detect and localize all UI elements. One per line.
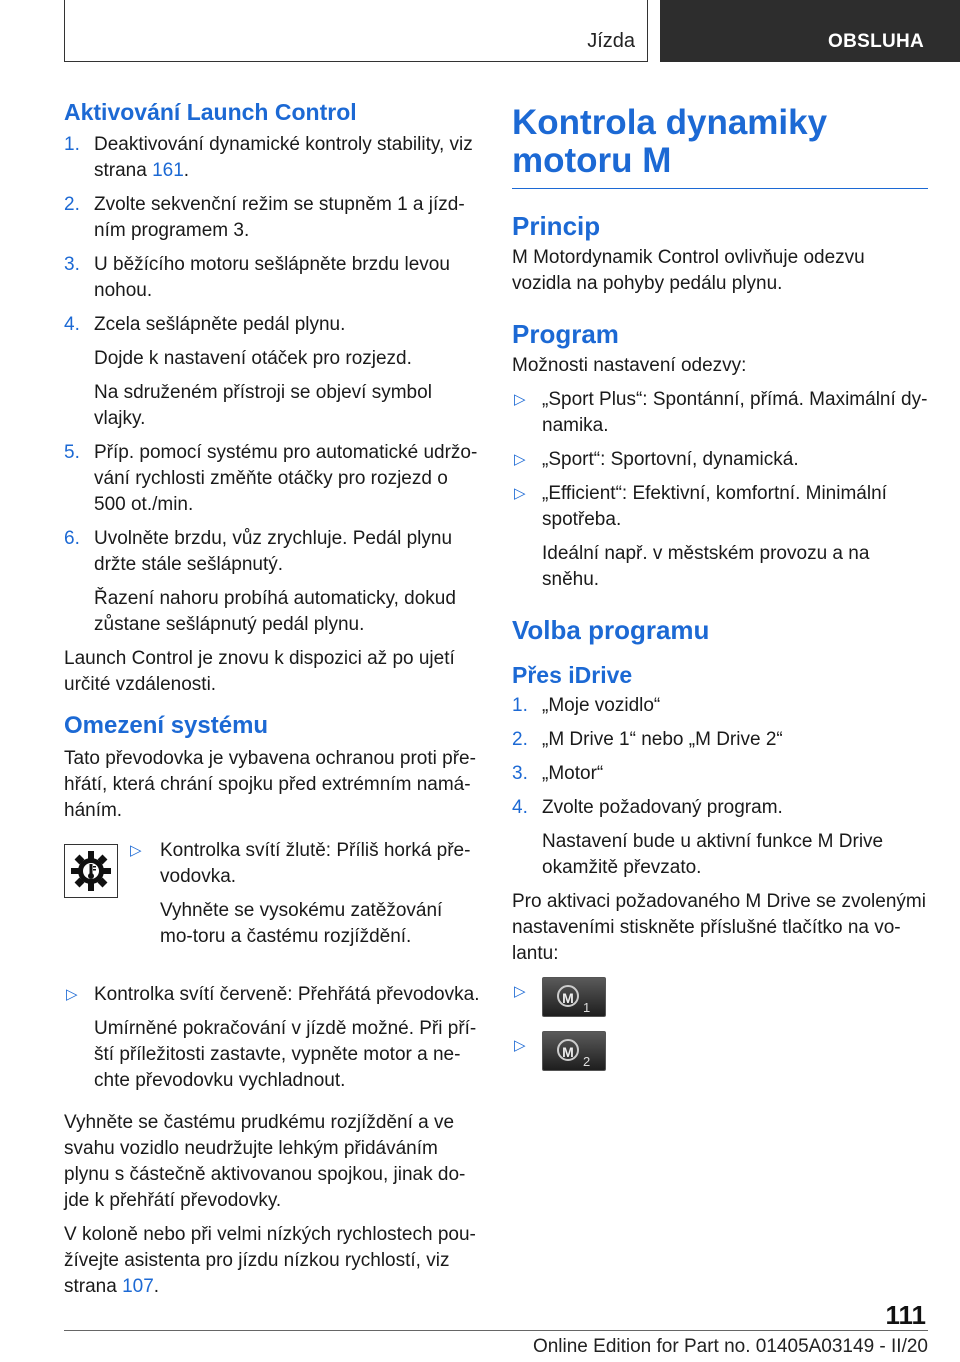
- warning-item-yellow: ▷ Kontrolka svítí žlutě: Příliš horká pře-vodovka.: [130, 840, 471, 887]
- list-item: [512, 1031, 928, 1071]
- paragraph: Pro aktivaci požadovaného M Drive se zvolenými nastaveními stiskněte příslušné tlačítko na vo-lantu:: [512, 891, 926, 964]
- list-subtext: Dojde k nastavení otáček pro rozjezd.: [94, 348, 412, 369]
- heading-launch-control: Aktivování Launch Control: [64, 99, 357, 125]
- list-item: 2. Zvolte sekvenční režim se stupněm 1 a jízd-ním programem 3.: [64, 194, 465, 241]
- triangle-bullet-icon: ▷: [514, 485, 526, 502]
- triangle-bullet-icon: ▷: [514, 983, 526, 1000]
- triangle-bullet-icon: ▷: [130, 842, 142, 859]
- footer-divider: [64, 1330, 928, 1331]
- list-item: [512, 977, 928, 1017]
- heading-principle: Princip: [512, 211, 601, 241]
- list-item: ▷ „Sport“: Sportovní, dynamická.: [512, 447, 928, 473]
- list-item: 3. „Motor“: [512, 763, 604, 784]
- warning-item-red: ▷ Kontrolka svítí červeně: Přehřátá převodovka.: [64, 982, 480, 1008]
- triangle-bullet-icon: ▷: [514, 451, 526, 468]
- page-title: Kontrola dynamiky motoru M: [512, 104, 928, 189]
- list-subtext: Vyhněte se vysokému zatěžování mo-toru a častému rozjíždění.: [160, 900, 443, 947]
- paragraph: Možnosti nastavení odezvy:: [512, 355, 747, 376]
- list-item: 1. „Moje vozidlo“: [512, 695, 661, 716]
- page-link[interactable]: 107: [122, 1276, 154, 1297]
- right-column: [512, 98, 928, 1079]
- list-subtext: Umírněné pokračování v jízdě možné. Při pří-ští příležitosti zastavte, vypněte motor a ne-chte převodovku vychladnout.: [94, 1018, 477, 1091]
- page-link[interactable]: 161: [152, 160, 184, 181]
- list-item: 4. Zvolte požadovaný program.: [512, 797, 783, 818]
- header-section-box: [64, 0, 648, 62]
- m-drive-2-button[interactable]: M 2: [542, 1031, 606, 1071]
- list-item: 3. U běžícího motoru sešlápněte brzdu levou nohou.: [64, 254, 450, 301]
- list-item: ▷ „Sport Plus“: Spontánní, přímá. Maximální dy-namika.: [514, 389, 928, 436]
- list-subtext: Řazení nahoru probíhá automaticky, dokud zůstane sešlápnutý pedál plynu.: [94, 588, 456, 635]
- list-subtext: Na sdruženém přístroji se objeví symbol vlajky.: [94, 382, 432, 429]
- paragraph: V koloně nebo při velmi nízkých rychlostech pou-žívejte asistenta pro jízdu nízkou rychlostí, viz strana 107.: [64, 1224, 476, 1297]
- heading-program: Program: [512, 319, 619, 349]
- transmission-temperature-icon: [64, 844, 118, 898]
- heading-via-idrive: Přes iDrive: [512, 662, 633, 688]
- heading-program-selection: Volba programu: [512, 615, 710, 645]
- paragraph: Vyhněte se častému prudkému rozjíždění a ve svahu vozidlo neudržujte lehkým přidáváním plynu s částečně aktivovanou spojkou, jinak do-jde k přehřátí převodovky.: [64, 1112, 466, 1211]
- triangle-bullet-icon: ▷: [514, 1037, 526, 1054]
- list-subtext: Nastavení bude u aktivní funkce M Drive okamžitě převzato.: [542, 831, 884, 878]
- list-item: 4. Zcela sešlápněte pedál plynu.: [64, 314, 346, 335]
- paragraph: M Motordynamik Control ovlivňuje odezvu vozidla na pohyby pedálu plynu.: [512, 247, 865, 294]
- list-item: 5. Příp. pomocí systému pro automatické udržo-vání rychlosti změňte otáčky pro rozjezd o 500 ot./min.: [64, 442, 478, 515]
- list-item: ▷ „Efficient“: Efektivní, komfortní. Minimální spotřeba.: [514, 483, 887, 530]
- header-chapter-tab: [660, 0, 960, 62]
- header-section-title: Jízda: [587, 30, 635, 52]
- triangle-bullet-icon: ▷: [66, 986, 78, 1003]
- footer-edition: Online Edition for Part no. 01405A03149 - II/20: [532, 1336, 928, 1357]
- list-subtext: Ideální např. v městském provozu a na sněhu.: [542, 543, 870, 590]
- triangle-bullet-icon: ▷: [514, 391, 526, 408]
- page-number: 111: [885, 1300, 926, 1330]
- list-item: 6. Uvolněte brzdu, vůz zrychluje. Pedál plynu držte stále sešlápnutý.: [64, 528, 453, 575]
- left-column: [64, 98, 480, 1308]
- list-item: 2. „M Drive 1“ nebo „M Drive 2“: [512, 729, 783, 750]
- heading-system-limits: Omezení systému: [64, 712, 269, 739]
- paragraph: Launch Control je znovu k dispozici až po ujetí určité vzdálenosti.: [64, 648, 455, 695]
- m-drive-1-button[interactable]: M 1: [542, 977, 606, 1017]
- header-chapter-label: OBSLUHA: [828, 31, 925, 52]
- warning-block: [64, 838, 480, 948]
- list-item: 1. Deaktivování dynamické kontroly stability, viz strana 161.: [64, 134, 473, 181]
- paragraph: Tato převodovka je vybavena ochranou proti pře-hřátí, která chrání spojku před extrémním namá-háním.: [64, 748, 476, 821]
